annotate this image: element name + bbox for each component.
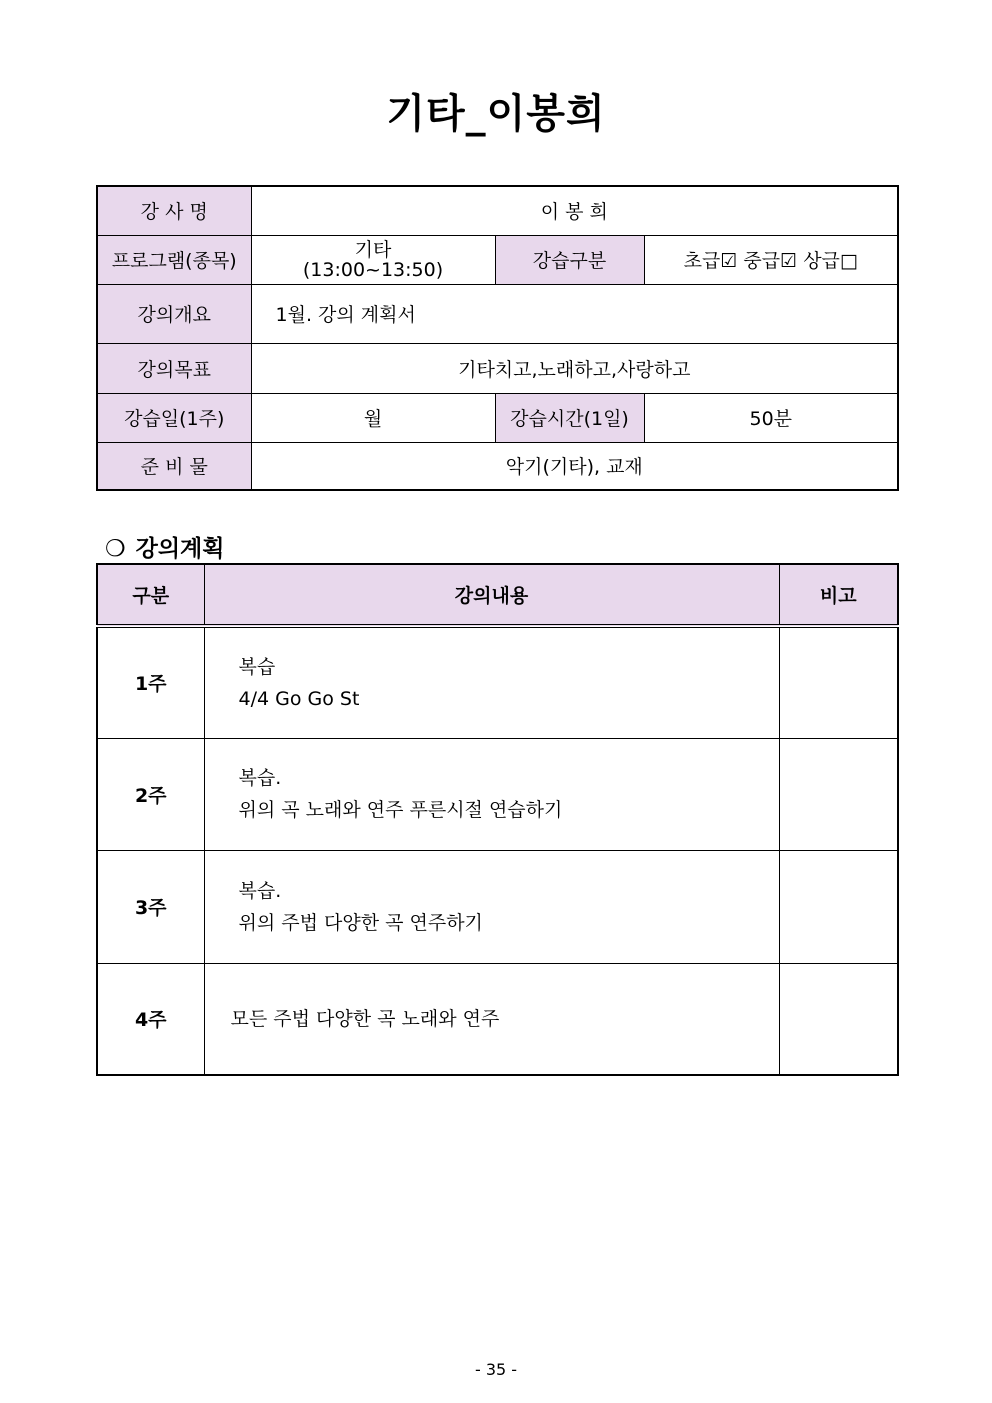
plan-table (96, 563, 899, 1076)
week-cell: 3주 (97, 850, 204, 963)
col-note-header: 비고 (779, 564, 898, 626)
schedule-row (97, 393, 898, 442)
overview-label: 강의개요 (97, 284, 251, 343)
goal-row (97, 343, 898, 393)
info-table (96, 185, 899, 491)
goal-label: 강의목표 (97, 343, 251, 393)
content-line: 위의 곡 노래와 연주 푸른시절 연습하기 (238, 799, 563, 821)
plan-heading (105, 530, 225, 563)
week-cell: 1주 (97, 626, 204, 738)
level-label: 강습구분 (495, 235, 644, 284)
content-line: 복습. (238, 879, 282, 902)
program-value (251, 235, 495, 284)
table-row (97, 626, 898, 738)
note-cell (779, 963, 898, 1075)
note-cell (779, 738, 898, 850)
week-cell: 2주 (97, 738, 204, 850)
instructor-row (97, 186, 898, 235)
col-week-header: 구분 (97, 564, 204, 626)
table-row (97, 963, 898, 1075)
program-row (97, 235, 898, 284)
content-line: 위의 주법 다양한 곡 연주하기 (238, 911, 483, 934)
plan-header-row (97, 564, 898, 626)
content-cell (204, 626, 779, 738)
content-line: 4/4 Go Go St (238, 687, 360, 710)
content-line: 복습 (238, 655, 276, 678)
page-number: - 35 - (474, 1360, 518, 1379)
program-name: 기타 (354, 238, 392, 261)
instructor-value: 이 봉 희 (251, 186, 898, 235)
content-line: 복습. (238, 767, 282, 789)
instructor-label: 강 사 명 (97, 186, 251, 235)
table-row (97, 738, 898, 850)
table-row (97, 850, 898, 963)
plan-heading-text: 강의계획 (135, 536, 225, 562)
week-cell: 4주 (97, 963, 204, 1075)
level-value: 초급☑ 중급☑ 상급□ (644, 235, 898, 284)
col-content-header: 강의내용 (204, 564, 779, 626)
content-cell (204, 738, 779, 850)
overview-row (97, 284, 898, 343)
circle-bullet-icon: ❍ (105, 536, 126, 562)
content-cell (204, 850, 779, 963)
days-value: 월 (251, 393, 495, 442)
days-label: 강습일(1주) (97, 393, 251, 442)
note-cell (779, 626, 898, 738)
content-line: 모든 주법 다양한 곡 노래와 연주 (230, 1007, 500, 1030)
overview-value: 1월. 강의 계획서 (251, 284, 898, 343)
goal-value: 기타치고,노래하고,사랑하고 (251, 343, 898, 393)
hours-value: 50분 (644, 393, 898, 442)
program-time: (13:00~13:50) (302, 258, 444, 281)
materials-label: 준 비 물 (97, 442, 251, 490)
note-cell (779, 850, 898, 963)
page-title: 기타_이봉희 (386, 91, 606, 137)
hours-label: 강습시간(1일) (495, 393, 644, 442)
program-label: 프로그램(종목) (97, 235, 251, 284)
materials-row (97, 442, 898, 490)
content-cell (204, 963, 779, 1075)
materials-value: 악기(기타), 교재 (251, 442, 898, 490)
